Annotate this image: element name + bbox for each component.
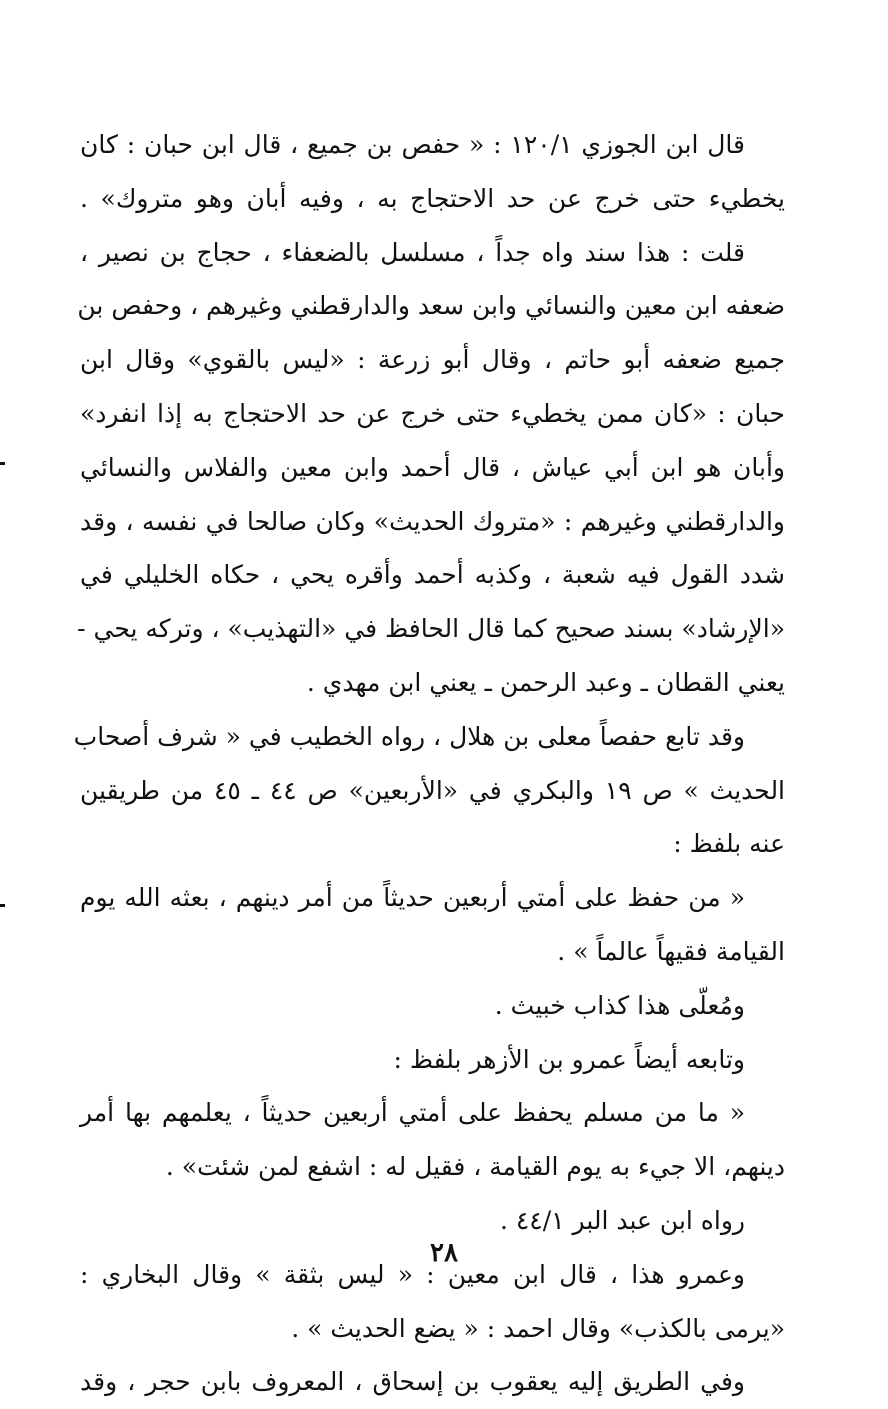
text-line-19: « ما من مسلم يحفظ على أمتي أربعين حديثاً ، يعلمهم بها أمر xyxy=(80,1098,745,1128)
text-line-18: وتابعه أيضاً عمرو بن الأزهر بلفظ : xyxy=(393,1044,745,1074)
margin-mark xyxy=(0,904,5,907)
text-line-5: جميع ضعفه أبو حاتم ، وقال أبو زرعة : «ليس بالقوي» وقال ابن xyxy=(80,345,785,375)
text-line-12: وقد تابع حفصاً معلى بن هلال ، رواه الخطيب في « شرف أصحاب xyxy=(73,721,745,751)
text-line-3: قلت : هذا سند واه جداً ، مسلسل بالضعفاء ، حجاج بن نصير ، xyxy=(80,237,745,267)
text-line-13: الحديث » ص ١٩ والبكري في «الأربعين» ص ٤٤ ـ ٤٥ من طريقين xyxy=(80,775,786,805)
text-line-6: حبان : «كان ممن يخطيء حتى خرج عن حد الاحتجاج به إذا انفرد» xyxy=(80,398,785,428)
text-line-4: ضعفه ابن معين والنسائي وابن سعد والدارقطني وغيرهم ، وحفص بن xyxy=(77,291,785,321)
text-line-2: يخطيء حتى خرج عن حد الاحتجاج به ، وفيه أبان وهو متروك» . xyxy=(80,183,785,213)
text-line-20: دينهم، الا جيء به يوم القيامة ، فقيل له : اشفع لمن شئت» . xyxy=(165,1152,785,1182)
text-line-24: وفي الطريق إليه يعقوب بن إسحاق ، المعروف بابن حجر ، وقد xyxy=(80,1367,745,1397)
margin-mark xyxy=(0,462,5,465)
text-line-16: القيامة فقيهاً عالماً » . xyxy=(557,936,785,966)
text-line-9: شدد القول فيه شعبة ، وكذبه أحمد وأقره يحي ، حكاه الخليلي في xyxy=(80,560,785,590)
text-line-11: يعني القطان ـ وعبد الرحمن ـ يعني ابن مهدي . xyxy=(306,667,785,697)
page-number: ٢٨ xyxy=(430,1238,458,1268)
text-line-8: والدارقطني وغيرهم : «متروك الحديث» وكان صالحا في نفسه ، وقد xyxy=(80,506,785,536)
text-line-1: قال ابن الجوزي ١٢٠/١ : « حفص بن جميع ، قال ابن حبان : كان xyxy=(80,130,745,159)
body-text xyxy=(73,118,786,1409)
text-line-7: وأبان هو ابن أبي عياش ، قال أحمد وابن معين والفلاس والنسائي xyxy=(80,452,785,482)
text-line-23: «يرمى بالكذب» وقال احمد : « يضع الحديث » . xyxy=(291,1313,785,1343)
text-line-14: عنه بلفظ : xyxy=(673,829,785,859)
text-line-22: وعمرو هذا ، قال ابن معين : « ليس بثقة » وقال البخاري : xyxy=(80,1259,745,1289)
text-line-10: «الإرشاد» بسند صحيح كما قال الحافظ في «التهذيب» ، وتركه يحي - xyxy=(77,614,785,644)
text-line-17: ومُعلّى هذا كذاب خبيث . xyxy=(494,990,745,1020)
text-line-21: رواه ابن عبد البر ٤٤/١ . xyxy=(499,1205,745,1235)
text-line-15: « من حفظ على أمتي أربعين حديثاً من أمر دينهم ، بعثه الله يوم xyxy=(80,883,745,913)
